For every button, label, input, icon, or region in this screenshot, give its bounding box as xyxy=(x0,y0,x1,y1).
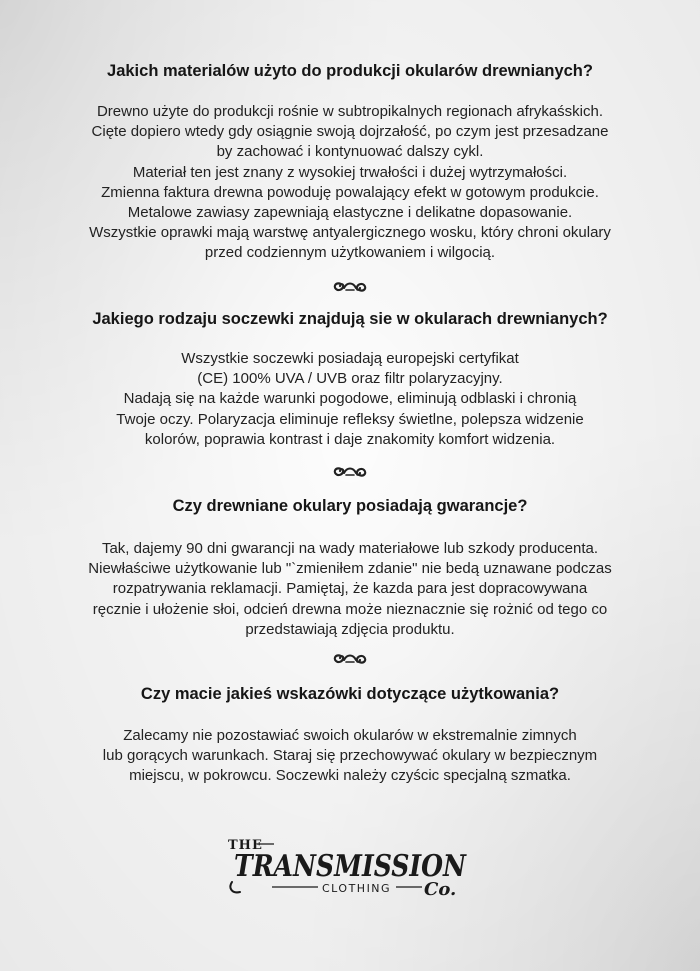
ornament-divider-icon xyxy=(332,652,368,666)
text-line: miejscu, w pokrowcu. Soczewki należy czyścic specjalną szmatka. xyxy=(129,767,571,785)
transmission-logo xyxy=(226,832,472,900)
faq-section-lenses xyxy=(40,309,660,450)
faq-heading: Jakich materialów użyto do produkcji okularów drewnianych? xyxy=(107,62,593,80)
text-line: Wszystkie oprawki mają warstwę antyalergicznego wosku, który chroni okulary xyxy=(89,224,611,242)
text-line: przed codziennym użytkowaniem i wilgocią. xyxy=(204,244,496,262)
faq-section-usage xyxy=(40,684,660,787)
faq-answer xyxy=(40,726,660,787)
ornament-divider-icon xyxy=(332,465,368,479)
text-line: ręcznie i ułożenie słoi, odcień drewna może nieznacznie się rożnić od tego co xyxy=(92,600,608,618)
text-line: Niewłaściwe użytkowanie lub "`zmieniłem zdanie" nie bedą uznawane podczas xyxy=(88,560,612,578)
text-line: Zalecamy nie pozostawiać swoich okularów w ekstremalnie zimnych xyxy=(123,727,577,744)
faq-answer xyxy=(40,539,660,640)
faq-heading: Czy macie jakieś wskazówki dotyczące użytkowania? xyxy=(140,685,560,703)
text-line: Nadają się na każde warunki pogodowe, eliminują odblaski i chronią xyxy=(123,390,577,408)
logo-the: THE xyxy=(228,838,263,853)
ornament-divider-icon xyxy=(332,280,368,294)
text-line: Tak, dajemy 90 dni gwarancji na wady materiałowe lub szkody producenta. xyxy=(101,540,599,557)
text-line: by zachować i kontynuować dalszy cykl. xyxy=(216,143,484,161)
text-line: Twoje oczy. Polaryzacja eliminuje refleksy świetlne, polepsza widzenie xyxy=(116,410,584,428)
faq-answer xyxy=(40,349,660,450)
text-line: Materiał ten jest znany z wysokiej trwałości i dużej wytrzymałości. xyxy=(132,163,568,181)
logo-clothing: CLOTHING xyxy=(322,882,392,895)
text-line: Drewno użyte do produkcji rośnie w subtropikalnych regionach afrykaśskich. xyxy=(96,103,604,120)
text-line: przedstawiają zdjęcia produktu. xyxy=(245,620,455,638)
logo-co: Co. xyxy=(424,879,457,900)
faq-answer xyxy=(40,102,660,264)
logo-brand: TRANSMISSION xyxy=(234,849,468,884)
text-line: (CE) 100% UVA / UVB oraz filtr polaryzacyjny. xyxy=(197,370,503,388)
text-line: rozpatrywania reklamacji. Pamiętaj, że kazda para jest dopracowywana xyxy=(112,580,588,598)
faq-heading: Czy drewniane okulary posiadają gwarancje? xyxy=(172,497,528,515)
faq-heading: Jakiego rodzaju soczewki znajdują sie w okularach drewnianych? xyxy=(92,310,608,328)
faq-section-warranty xyxy=(40,496,660,640)
faq-section-materials xyxy=(40,61,660,264)
text-line: kolorów, poprawia kontrast i daje znakomity komfort widzenia. xyxy=(144,430,556,448)
text-line: Zmienna faktura drewna powoduję powalający efekt w gotowym produkcie. xyxy=(101,183,599,201)
text-line: lub gorących warunkach. Staraj się przechowywać okulary w bezpiecznym xyxy=(102,747,598,765)
text-line: Wszystkie soczewki posiadają europejski certyfikat xyxy=(181,350,519,367)
text-line: Metalowe zawiasy zapewniają elastyczne i delikatne dopasowanie. xyxy=(127,204,573,222)
text-line: Cięte dopiero wtedy gdy osiągnie swoją dojrzałość, po czym jest przesadzane xyxy=(91,123,609,141)
